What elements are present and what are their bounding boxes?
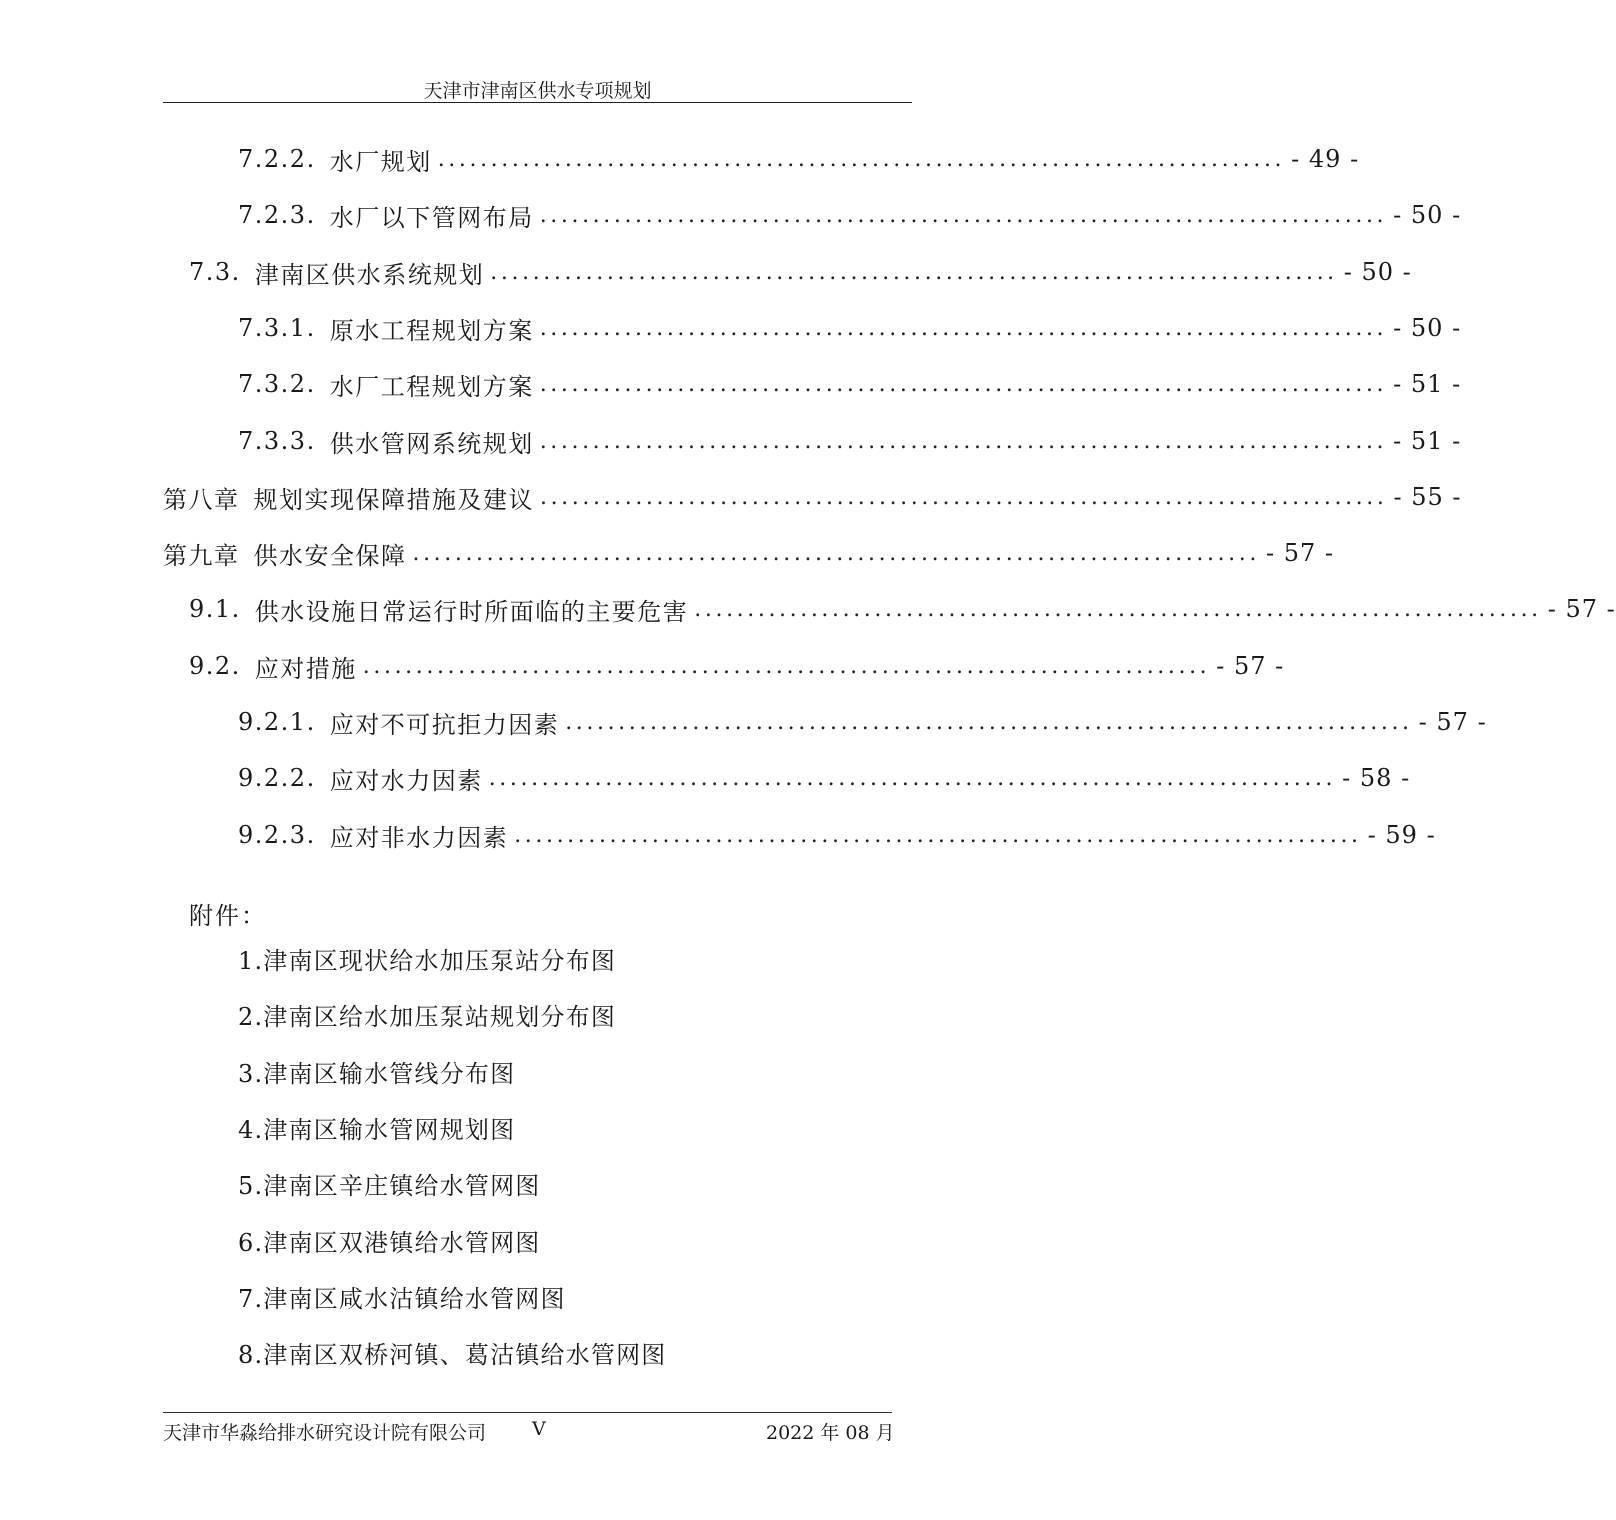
toc-entry-number: 7.2.2.: [238, 145, 316, 173]
toc-entry[interactable]: [238, 197, 1462, 233]
footer-divider: [163, 1412, 892, 1413]
toc-entry-title: 应对不可抗拒力因素: [329, 710, 560, 739]
toc-entry-page: - 59 -: [1367, 821, 1436, 849]
footer-page-number: V: [532, 1418, 546, 1440]
attachment-item: 6.津南区双港镇给水管网图: [238, 1229, 541, 1257]
toc-dot-leader: ................................................................................: [539, 371, 1388, 397]
toc-dot-leader: ................................................................................: [490, 259, 1338, 285]
toc-dot-leader: ................................................................................: [540, 484, 1388, 510]
toc-dot-leader: ................................................................................: [539, 315, 1388, 341]
attachments-heading: 附件：: [189, 902, 267, 930]
toc-entry-number: 9.2.: [189, 652, 241, 680]
toc-entry[interactable]: [163, 479, 1462, 515]
toc-entry-title: 水厂规划: [329, 147, 432, 176]
toc-entry-page: - 57 -: [1418, 708, 1487, 736]
toc-entry-title: 原水工程规划方案: [329, 316, 534, 345]
toc-entry-page: - 51 -: [1393, 427, 1462, 455]
toc-entry[interactable]: [238, 366, 1462, 402]
toc-dot-leader: ................................................................................: [488, 765, 1337, 791]
toc-entry-page: - 57 -: [1547, 595, 1616, 623]
toc-entry[interactable]: [189, 648, 1285, 684]
attachment-item: 7.津南区咸水沽镇给水管网图: [238, 1285, 566, 1313]
toc-entry[interactable]: [238, 760, 1411, 796]
toc-entry-number: 7.3.2.: [238, 370, 316, 398]
toc-entry[interactable]: [238, 423, 1462, 459]
toc-entry-number: 9.2.3.: [238, 821, 316, 849]
toc-entry-number: 第八章: [163, 485, 240, 514]
toc-entry-number: 9.2.1.: [238, 708, 316, 736]
toc-dot-leader: ................................................................................: [437, 146, 1286, 172]
attachment-item: 8.津南区双桥河镇、葛沽镇给水管网图: [238, 1341, 667, 1369]
toc-entry-number: 第九章: [163, 541, 240, 570]
toc-entry-number: 9.2.2.: [238, 764, 316, 792]
toc-entry-page: - 50 -: [1343, 258, 1412, 286]
page-header-title: 天津市津南区供水专项规划: [423, 80, 652, 102]
toc-entry[interactable]: [189, 591, 1616, 627]
toc-entry-title: 应对水力因素: [329, 766, 483, 795]
toc-entry-title: 规划实现保障措施及建议: [253, 485, 534, 514]
toc-entry-page: - 57 -: [1216, 652, 1285, 680]
toc-entry-title: 应对措施: [254, 654, 357, 683]
footer-date: 2022 年 08 月: [766, 1422, 895, 1444]
attachment-item: 5.津南区辛庄镇给水管网图: [238, 1172, 541, 1200]
attachment-item: 2.津南区给水加压泵站规划分布图: [238, 1003, 617, 1031]
toc-entry-title: 供水管网系统规划: [329, 429, 534, 458]
toc-entry-number: 9.1.: [189, 595, 241, 623]
toc-entry-title: 水厂以下管网布局: [329, 203, 534, 232]
toc-entry[interactable]: [238, 817, 1436, 853]
toc-entry[interactable]: [189, 254, 1412, 290]
toc-entry-title: 供水设施日常运行时所面临的主要危害: [254, 597, 689, 626]
toc-dot-leader: ................................................................................: [362, 653, 1211, 679]
toc-entry-page: - 55 -: [1393, 483, 1462, 511]
toc-entry-title: 津南区供水系统规划: [254, 260, 485, 289]
toc-dot-leader: ................................................................................: [412, 540, 1260, 566]
toc-entry-number: 7.3.1.: [238, 314, 316, 342]
toc-entry-page: - 57 -: [1265, 539, 1334, 567]
toc-entry-title: 应对非水力因素: [329, 823, 509, 852]
toc-dot-leader: ................................................................................: [514, 822, 1362, 848]
attachment-item: 4.津南区输水管网规划图: [238, 1116, 516, 1144]
toc-entry-number: 7.2.3.: [238, 201, 316, 229]
toc-entry-page: - 51 -: [1393, 370, 1462, 398]
toc-entry[interactable]: [238, 141, 1360, 177]
toc-entry-number: 7.3.: [189, 258, 241, 286]
toc-entry-title: 供水安全保障: [253, 541, 407, 570]
toc-entry-number: 7.3.3.: [238, 427, 316, 455]
toc-dot-leader: ................................................................................: [565, 709, 1413, 735]
toc-entry-page: - 49 -: [1291, 145, 1360, 173]
toc-entry-title: 水厂工程规划方案: [329, 372, 534, 401]
attachment-item: 1.津南区现状给水加压泵站分布图: [238, 947, 617, 975]
toc-dot-leader: ................................................................................: [539, 202, 1388, 228]
toc-entry[interactable]: [238, 310, 1462, 346]
header-divider: [163, 102, 912, 103]
toc-dot-leader: ................................................................................: [539, 428, 1388, 454]
toc-entry-page: - 50 -: [1393, 314, 1462, 342]
toc-dot-leader: ................................................................................: [694, 596, 1542, 622]
toc-entry[interactable]: [163, 535, 1334, 571]
toc-entry-page: - 50 -: [1393, 201, 1462, 229]
toc-entry-page: - 58 -: [1342, 764, 1411, 792]
footer-company: 天津市华淼给排水研究设计院有限公司: [163, 1422, 487, 1444]
attachment-item: 3.津南区输水管线分布图: [238, 1060, 516, 1088]
toc-entry[interactable]: [238, 704, 1487, 740]
